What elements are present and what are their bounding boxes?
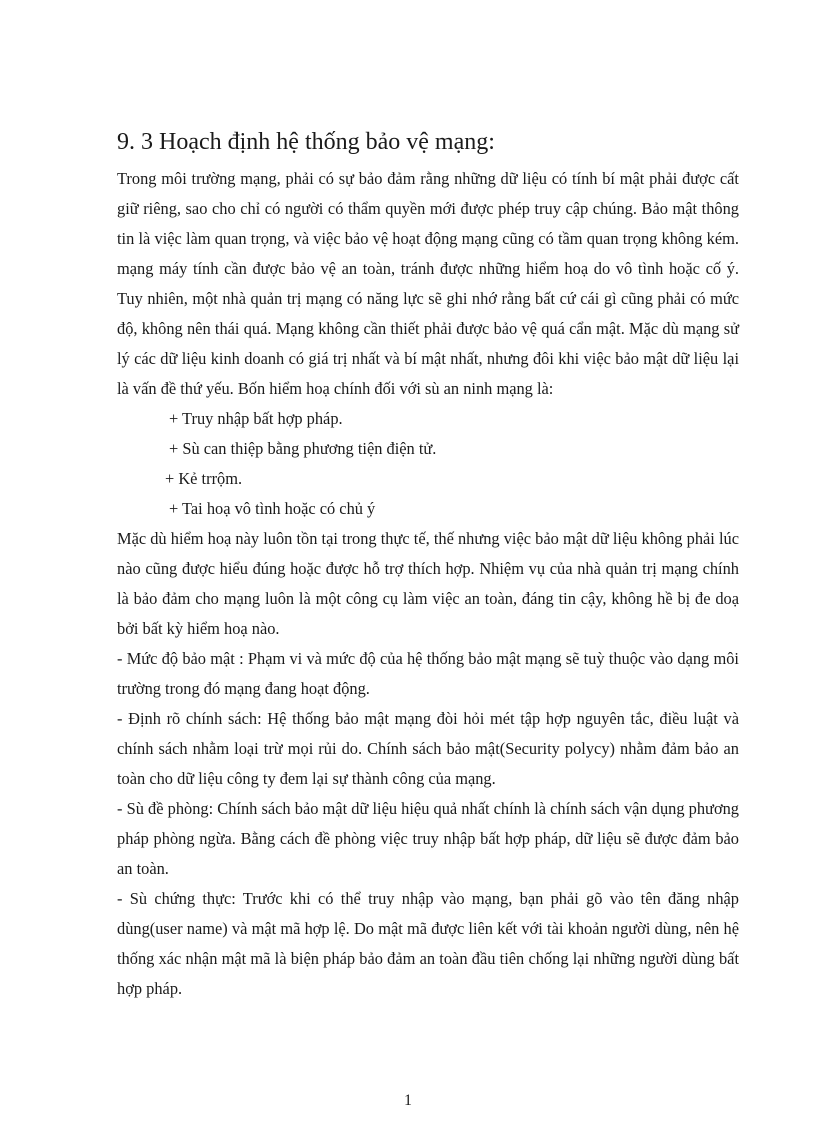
body-text [117, 164, 739, 1004]
intro-paragraph: Trong môi trường mạng, phải có sự bảo đảm rằng những dữ liệu có tính bí mật phải được cất giữ riêng, sao cho chỉ có người có thẩm quyền mới được phép truy cập chúng. Bảo mật thông tin là việc làm quan trọng, và việc bảo vệ hoạt động mạng cũng có tầm quan trọng không kém. mạng máy tính cần được bảo vệ an toàn, tránh được những hiểm hoạ do vô tình hoặc cố ý. Tuy nhiên, một nhà quản trị mạng có năng lực sẽ ghi nhớ rằng bất cứ cái gì cũng phải có mức độ, không nên thái quá. Mạng không cần thiết phải được bảo vệ quá cẩn mật. Mặc dù mạng sử lý các dữ liệu kinh doanh có giá trị nhất và bí mật nhất, nhưng đôi khi việc bảo mật dữ liệu lại là vấn đề thứ yếu. Bốn hiểm hoạ chính đối với sù an ninh mạng là: [117, 169, 739, 398]
threat-item-4: + Tai hoạ vô tình hoặc có chủ ý [169, 499, 376, 518]
threat-item-3: + Kẻ trrộm. [165, 469, 243, 488]
section-heading: 9. 3 Hoạch định hệ thống bảo vệ mạng: [117, 129, 495, 155]
item-authentication: - Sù chứng thực: Trước khi có thể truy nhập vào mạng, bạn phải gõ vào tên đăng nhập dùng(user name) và mật mã hợp lệ. Do mật mã được liên kết với tài khoản người dùng, nên hệ thống xác nhận mật mã là biện pháp bảo đảm an toàn đầu tiên chống lại những người dùng bất hợp pháp. [117, 889, 739, 998]
threat-item-1: + Truy nhập bất hợp pháp. [169, 409, 343, 428]
page-number: 1 [404, 1092, 412, 1109]
summary-paragraph: Mặc dù hiểm hoạ này luôn tồn tại trong thực tế, thế nhưng việc bảo mật dữ liệu không phải lúc nào cũng được hiểu đúng hoặc được hỗ trợ thích hợp. Nhiệm vụ của nhà quản trị mạng chính là bảo đảm cho mạng luôn là một công cụ làm việc an toàn, đáng tin cậy, không hề bị đe doạ bởi bất kỳ hiểm hoạ nào. [117, 529, 739, 638]
threat-item-2: + Sù can thiệp bằng phương tiện điện tử. [169, 439, 437, 458]
item-policy: - Định rõ chính sách: Hệ thống bảo mật mạng đòi hỏi mét tập hợp nguyên tắc, điều luật và chính sách nhằm loại trừ mọi rủi do. Chính sách bảo mật(Security polycy) nhằm đảm bảo an toàn cho dữ liệu công ty đem lại sự thành công của mạng. [117, 709, 739, 788]
item-prevention: - Sù đề phòng: Chính sách bảo mật dữ liệu hiệu quả nhất chính là chính sách vận dụng phương pháp phòng ngừa. Bằng cách đề phòng việc truy nhập bất hợp pháp, dữ liệu sẽ được đảm bảo an toàn. [117, 799, 739, 878]
item-security-level: - Mức độ bảo mật : Phạm vi và mức độ của hệ thống bảo mật mạng sẽ tuỳ thuộc vào dạng môi trường trong đó mạng đang hoạt động. [117, 649, 739, 698]
